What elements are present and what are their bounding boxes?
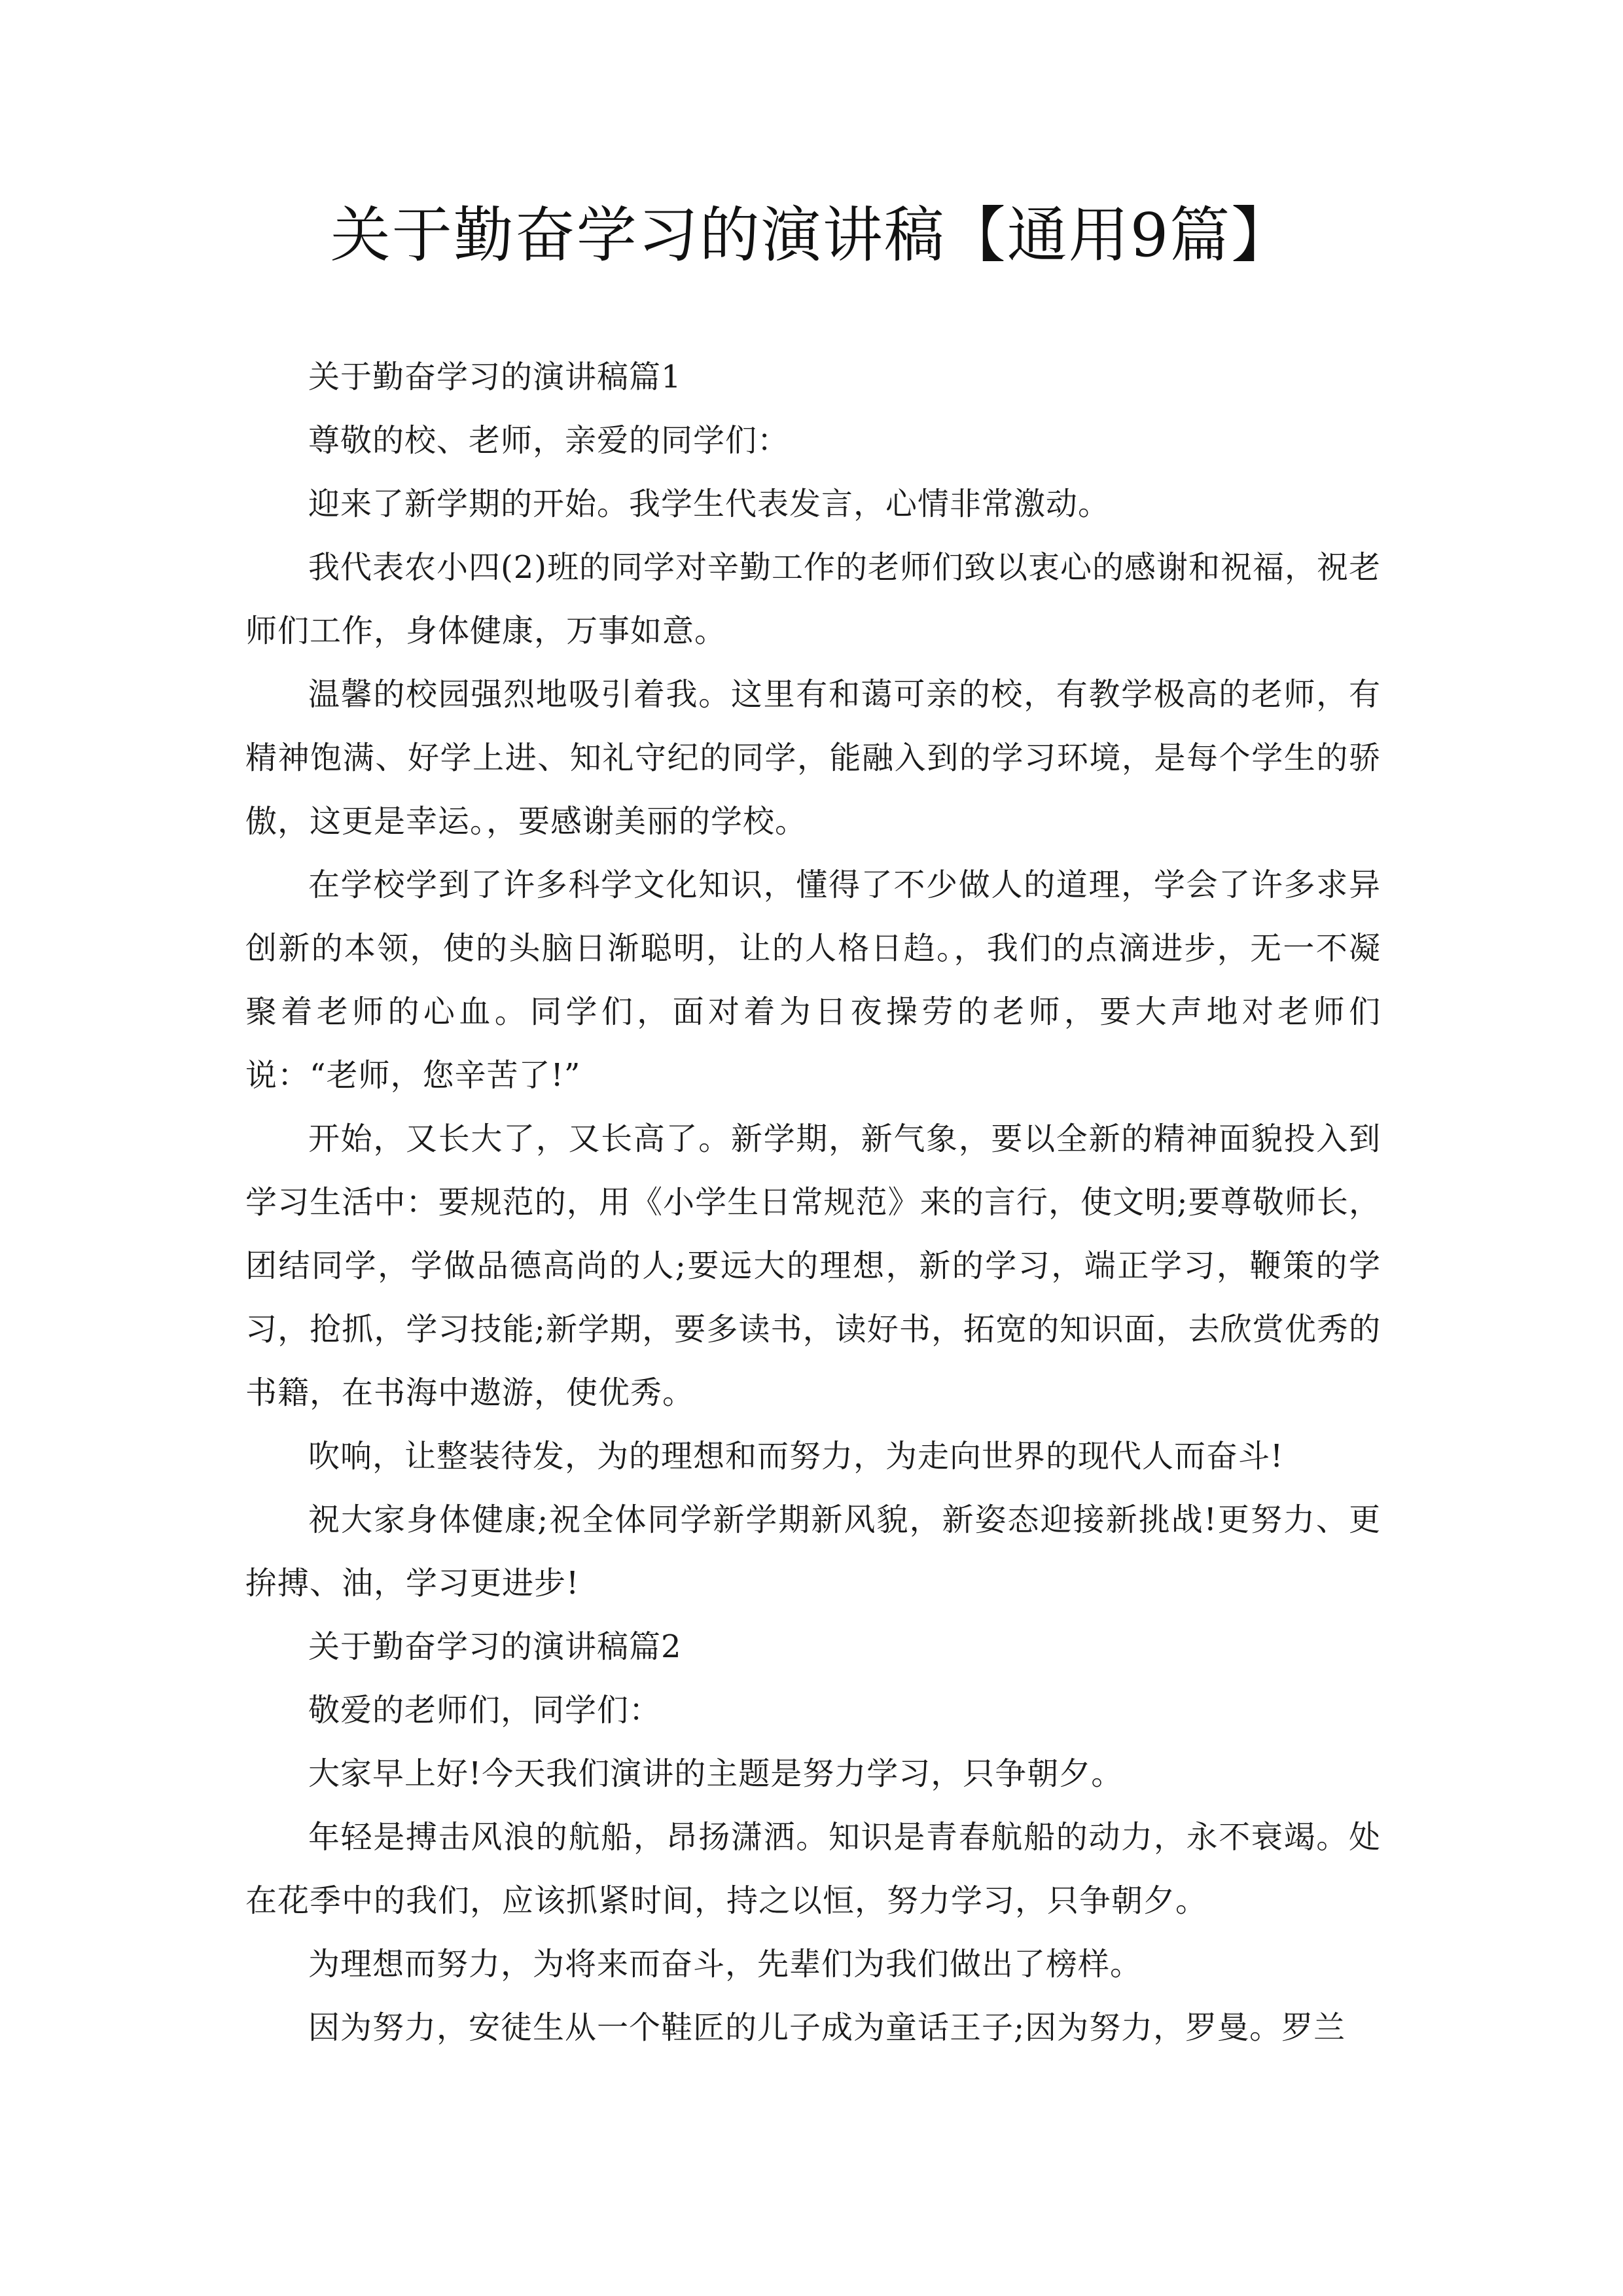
document-title: 关于勤奋学习的演讲稿【通用9篇】	[330, 200, 1293, 270]
section-heading-2: 关于勤奋学习的演讲稿篇2	[308, 1628, 682, 1665]
paragraph: 迎来了新学期的开始。我学生代表发言，心情非常激动。	[308, 486, 1111, 522]
paragraph: 为理想而努力，为将来而奋斗，先辈们为我们做出了榜样。	[308, 1946, 1143, 1982]
document-body	[245, 346, 1381, 2060]
paragraph: 在学校学到了许多科学文化知识，懂得了不少做人的道理，学会了许多求异创新的本领，使的头脑日渐聪明，让的人格日趋。，我们的点滴进步，无一不凝聚着老师的心血。同学们，面对着为日夜操劳的老师，要大声地对老师们说：“老师，您辛苦了!”	[245, 867, 1381, 1094]
paragraph: 尊敬的校、老师，亲爱的同学们：	[308, 422, 790, 459]
section-heading-1: 关于勤奋学习的演讲稿篇1	[308, 359, 682, 395]
paragraph: 温馨的校园强烈地吸引着我。这里有和蔼可亲的校，有教学极高的老师，有精神饱满、好学上进、知礼守纪的同学，能融入到的学习环境，是每个学生的骄傲，这更是幸运。，要感谢美丽的学校。	[245, 676, 1381, 840]
paragraph: 敬爱的老师们，同学们：	[308, 1692, 662, 1729]
paragraph: 年轻是搏击风浪的航船，昂扬潇洒。知识是青春航船的动力，永不衰竭。处在花季中的我们，应该抓紧时间，持之以恒，努力学习，只争朝夕。	[245, 1819, 1381, 1919]
paragraph: 开始，又长大了，又长高了。新学期，新气象，要以全新的精神面貌投入到学习生活中：要规范的，用《小学生日常规范》来的言行，使文明;要尊敬师长，团结同学，学做品德高尚的人;要远大的理想，新的学习，端正学习，鞭策的学习，抢抓，学习技能;新学期，要多读书，读好书，拓宽的知识面，去欣赏优秀的书籍，在书海中遨游，使优秀。	[245, 1121, 1381, 1411]
paragraph: 我代表农小四(2)班的同学对辛勤工作的老师们致以衷心的感谢和祝福，祝老师们工作，身体健康，万事如意。	[245, 549, 1381, 649]
paragraph: 大家早上好!今天我们演讲的主题是努力学习，只争朝夕。	[308, 1755, 1124, 1792]
paragraph: 祝大家身体健康;祝全体同学新学期新风貌，新姿态迎接新挑战!更努力、更拚搏、油，学习更进步!	[245, 1501, 1381, 1602]
paragraph: 吹响，让整装待发，为的理想和而努力，为走向世界的现代人而奋斗!	[308, 1438, 1284, 1475]
paragraph: 因为努力，安徒生从一个鞋匠的儿子成为童话王子;因为努力，罗曼。罗兰	[308, 2009, 1346, 2046]
